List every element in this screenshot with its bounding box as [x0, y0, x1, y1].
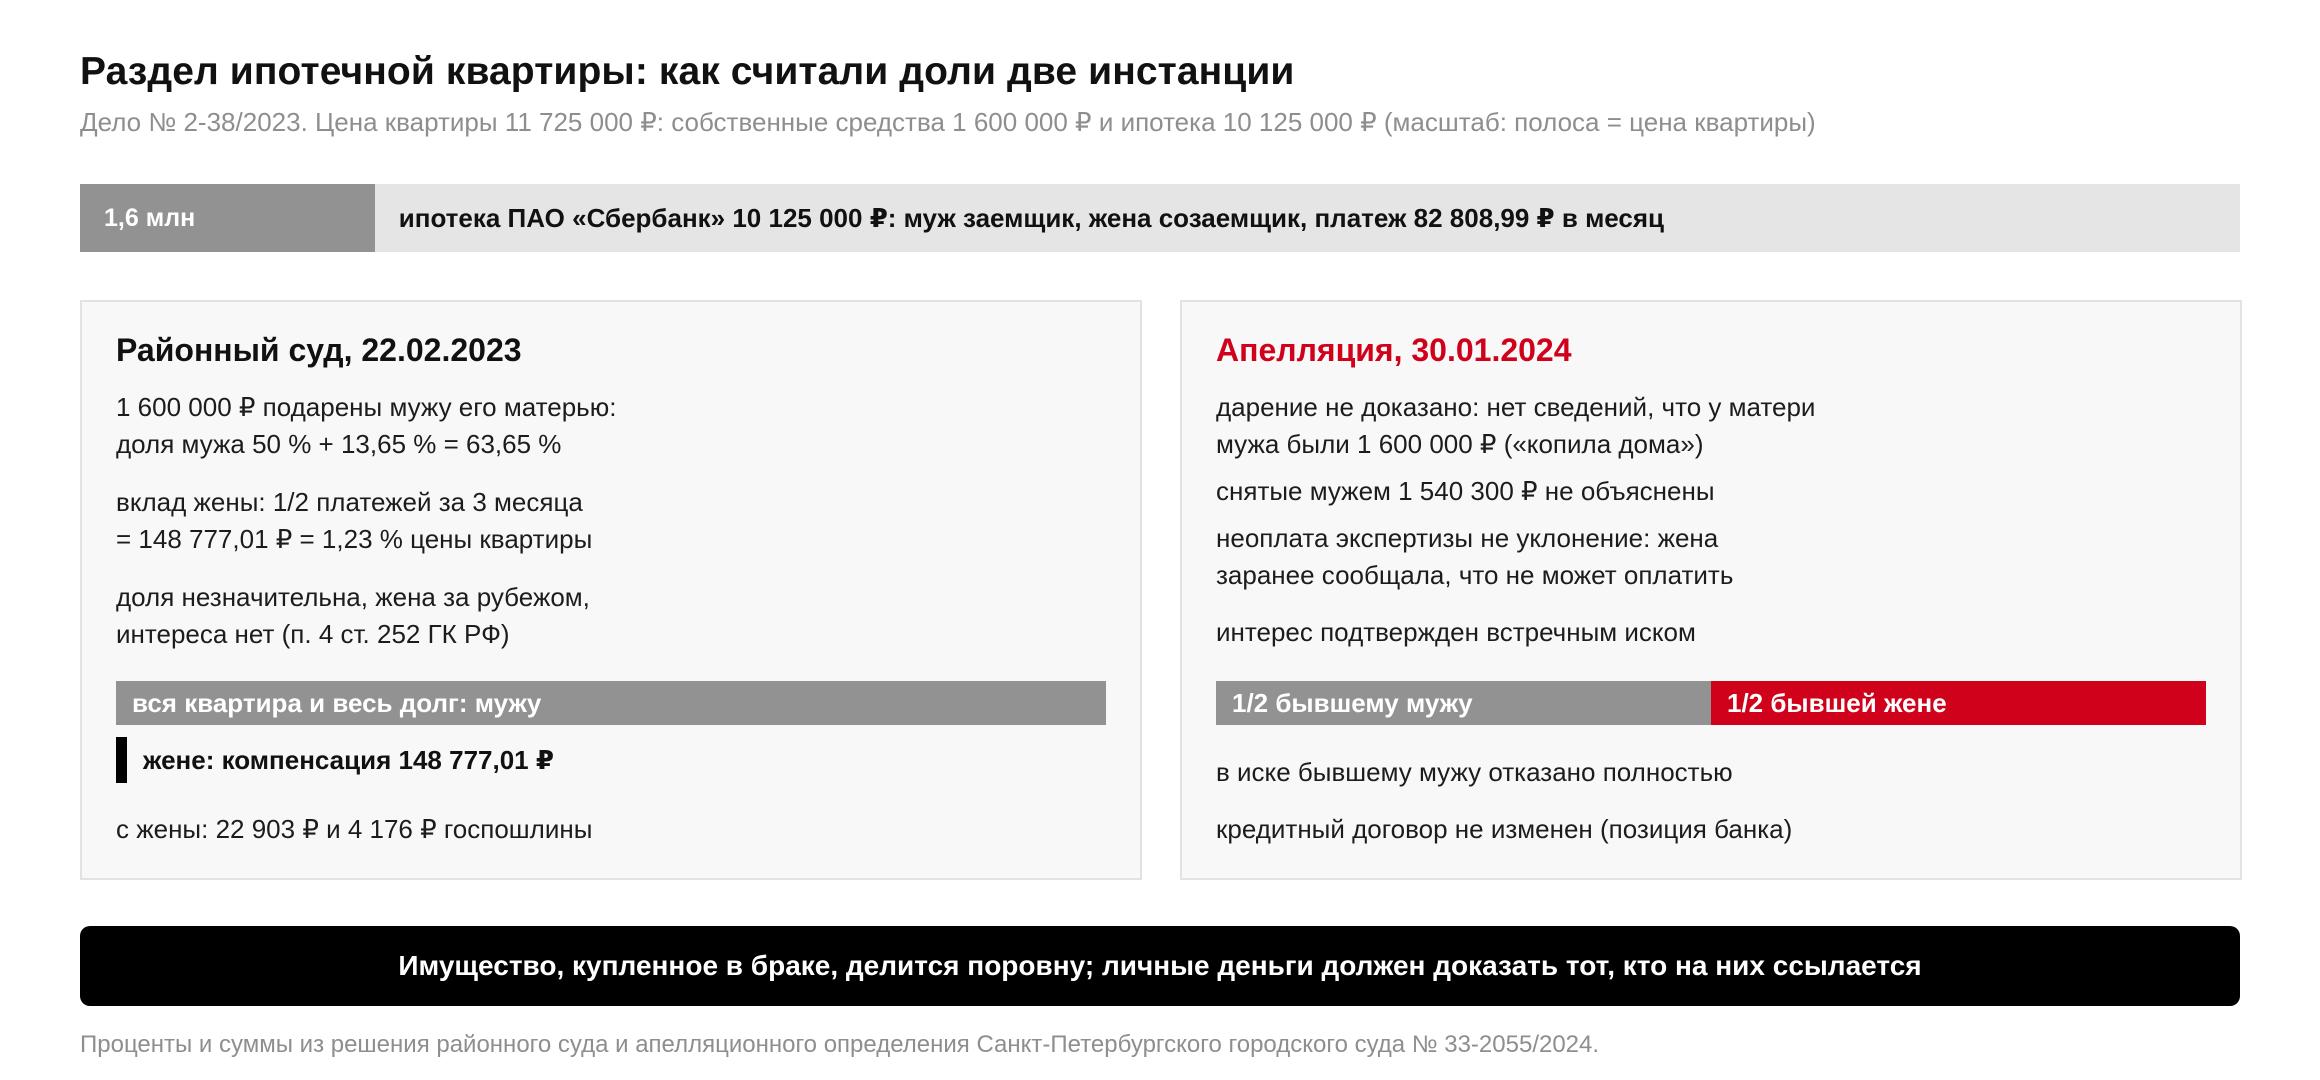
appeal-line-6: интерес подтвержден встречным иском — [1216, 617, 1696, 647]
principle-banner: Имущество, купленное в браке, делится поровну; личные деньги должен доказать тот, кто на них ссылается — [80, 926, 2240, 1006]
appeal-line-5: заранее сообщала, что не может оплатить — [1216, 560, 1734, 590]
district-line-1: 1 600 000 ₽ подарены мужу его матерью: — [116, 392, 617, 422]
compensation-marker — [116, 737, 127, 783]
appeal-panel — [1180, 300, 2242, 880]
appeal-outcome-bar — [1216, 681, 2206, 725]
district-line-4: = 148 777,01 ₽ = 1,23 % цены квартиры — [116, 524, 593, 554]
appeal-result-1: в иске бывшему мужу отказано полностью — [1216, 757, 1733, 787]
district-line-3: вклад жены: 1/2 платежей за 3 месяца — [116, 487, 583, 517]
appeal-heading: Апелляция, 30.01.2024 — [1216, 332, 1572, 368]
half-to-husband-segment: 1/2 бывшему мужу — [1216, 681, 1711, 725]
appeal-line-2: мужа были 1 600 000 ₽ («копила дома») — [1216, 429, 1704, 459]
appeal-line-1: дарение не доказано: нет сведений, что у матери — [1216, 392, 1816, 422]
half-to-wife-segment: 1/2 бывшей жене — [1711, 681, 2206, 725]
own-funds-segment: 1,6 млн — [80, 184, 375, 252]
apartment-price-bar — [80, 184, 2240, 252]
appeal-result-2: кредитный договор не изменен (позиция банка) — [1216, 814, 1793, 844]
whole-apartment-to-husband-segment: вся квартира и весь долг: мужу — [116, 681, 1106, 725]
appeal-line-3: снятые мужем 1 540 300 ₽ не объяснены — [1216, 476, 1715, 506]
page-subtitle: Дело № 2-38/2023. Цена квартиры 11 725 000 ₽: собственные средства 1 600 000 ₽ и ипотека 10 125 000 ₽ (масштаб: полоса = цена квартиры) — [80, 107, 1816, 137]
page-title: Раздел ипотечной квартиры: как считали доли две инстанции — [80, 50, 1295, 93]
compensation-label: жене: компенсация 148 777,01 ₽ — [143, 744, 554, 775]
district-line-5: доля незначительна, жена за рубежом, — [116, 582, 590, 612]
district-line-2: доля мужа 50 % + 13,65 % = 63,65 % — [116, 429, 562, 459]
source-note: Проценты и суммы из решения районного суда и апелляционного определения Санкт-Петербургского городского суда № 33-2055/2024. — [80, 1031, 1600, 1058]
district-court-panel — [80, 300, 1142, 880]
compensation-row — [116, 737, 554, 783]
district-costs-line: с жены: 22 903 ₽ и 4 176 ₽ госпошлины — [116, 814, 593, 844]
district-outcome-bar — [116, 681, 1106, 725]
district-court-heading: Районный суд, 22.02.2023 — [116, 332, 522, 368]
district-line-6: интереса нет (п. 4 ст. 252 ГК РФ) — [116, 619, 510, 649]
mortgage-segment: ипотека ПАО «Сбербанк» 10 125 000 ₽: муж заемщик, жена созаемщик, платеж 82 808,99 ₽ в месяц — [398, 202, 1665, 233]
appeal-line-4: неоплата экспертизы не уклонение: жена — [1216, 523, 1719, 553]
